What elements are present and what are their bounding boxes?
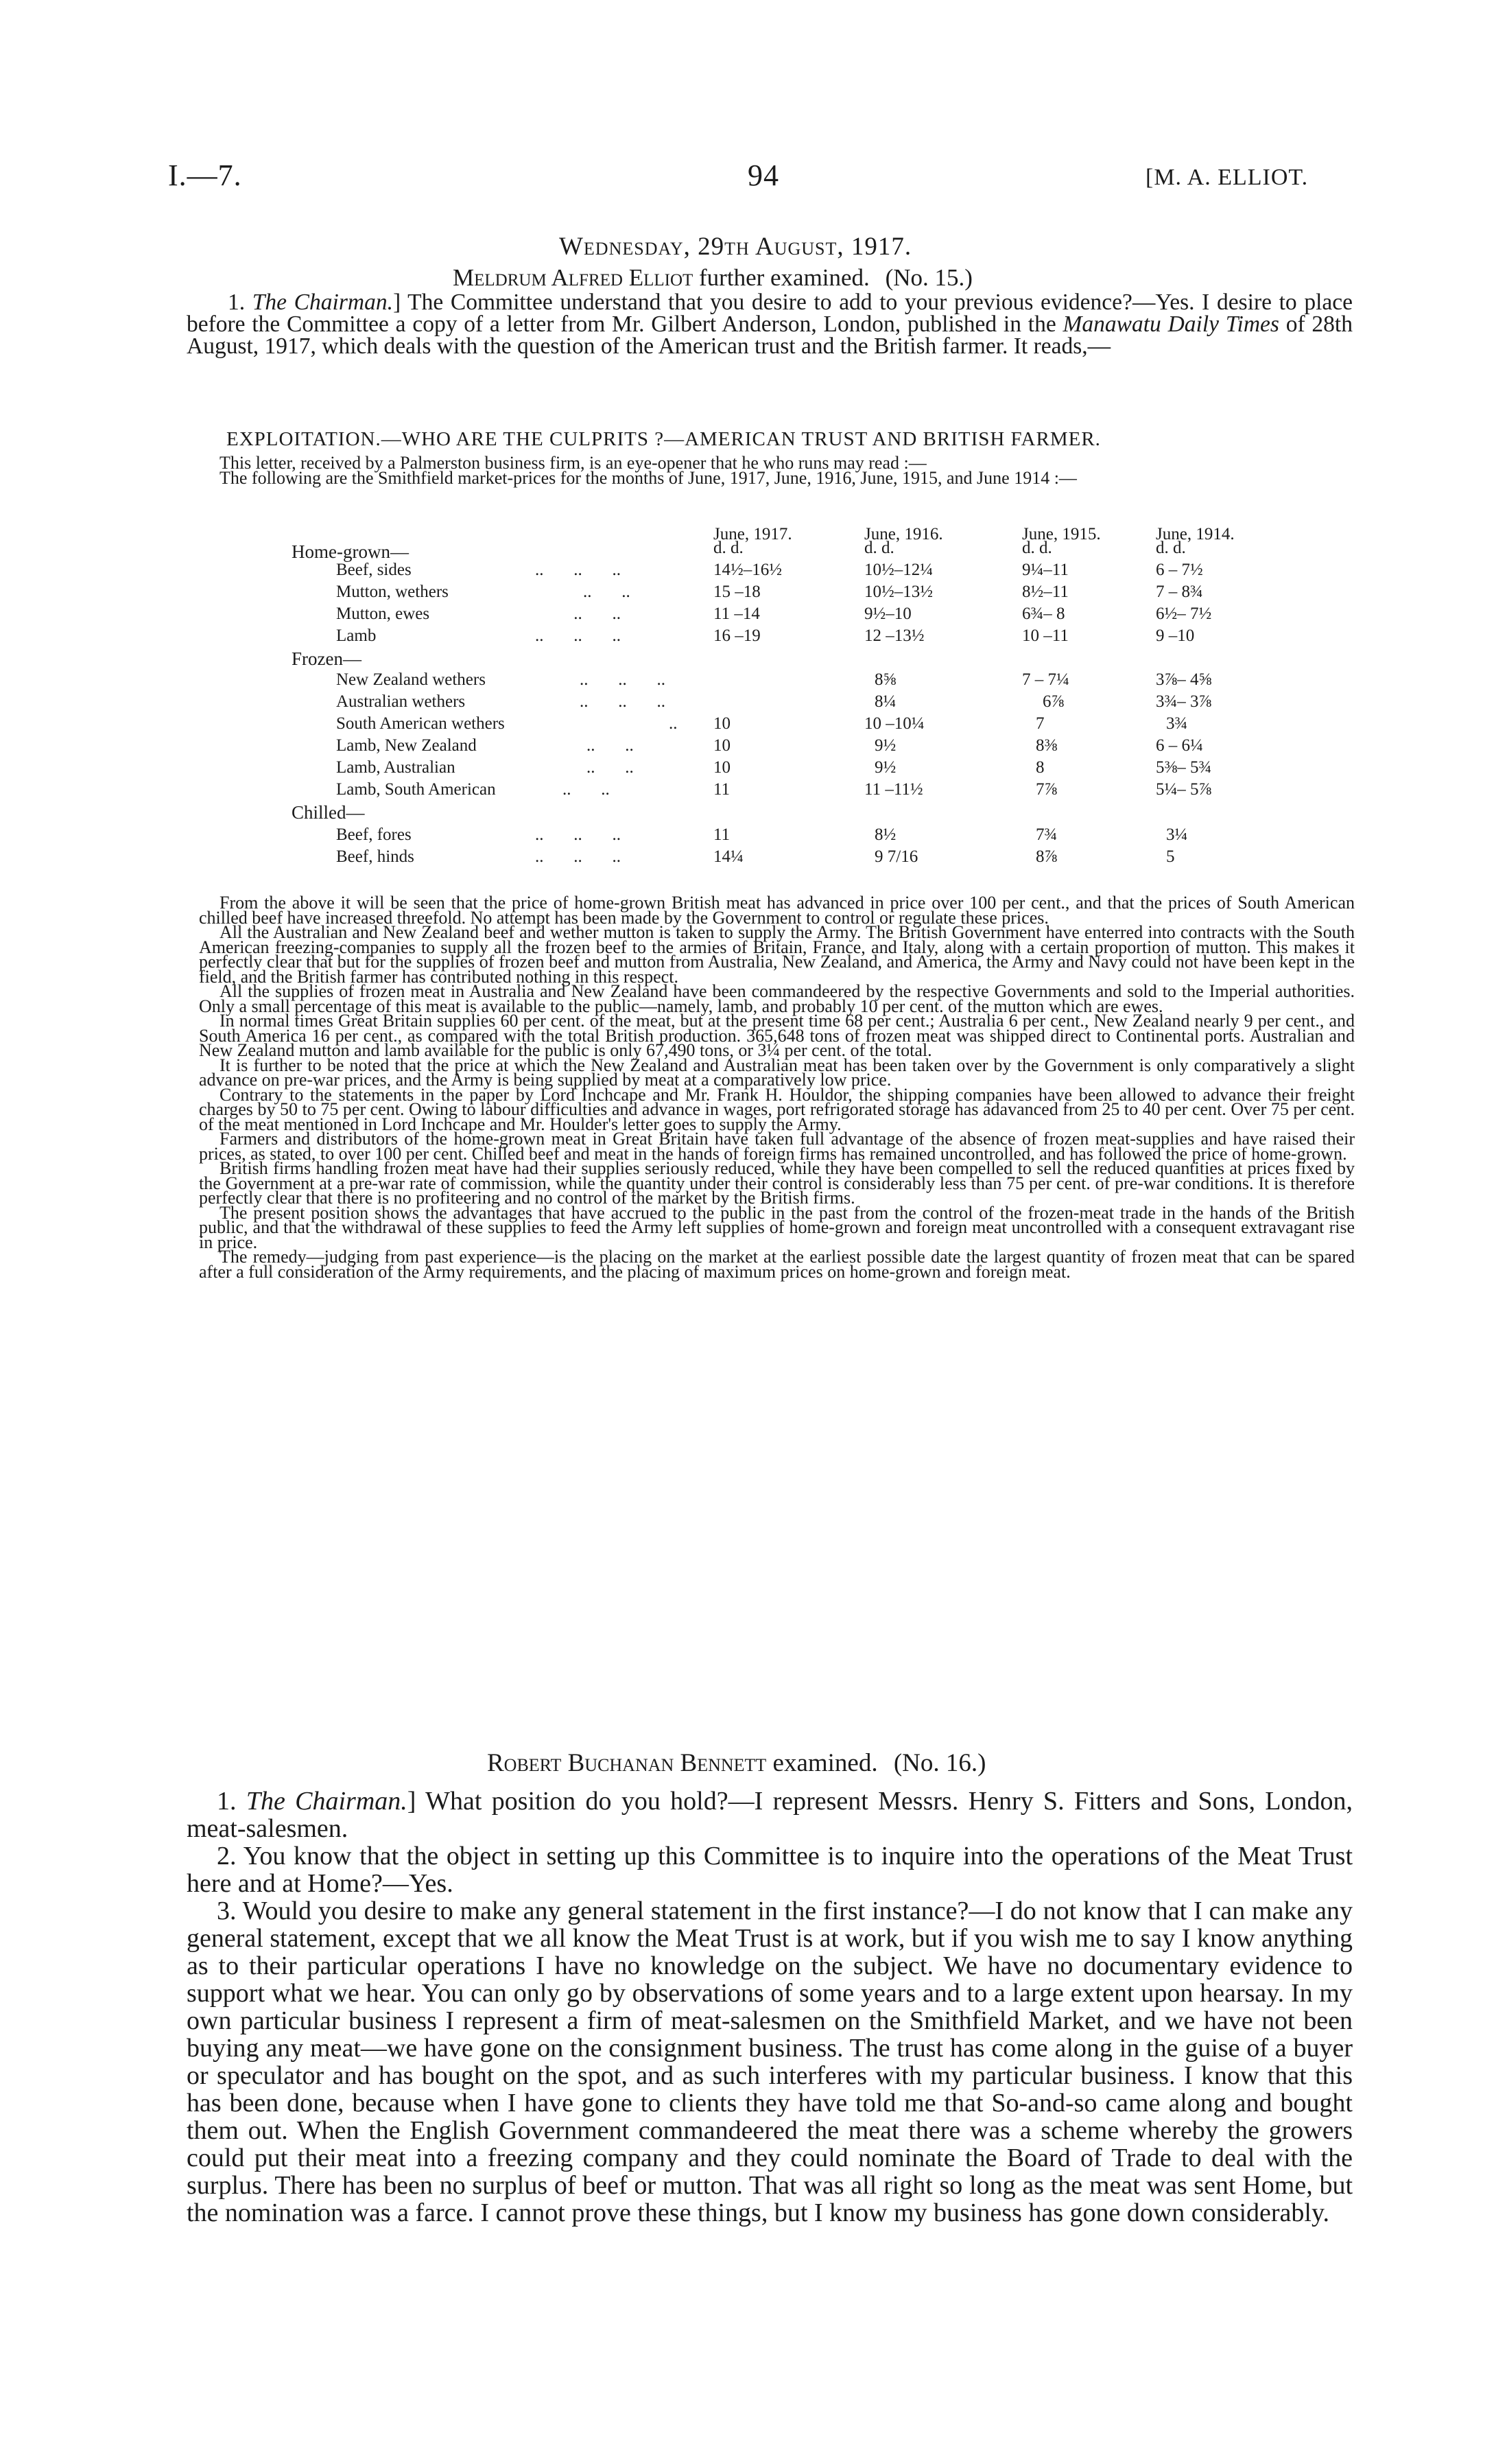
table-row bbox=[274, 692, 1372, 713]
letter-body bbox=[199, 893, 1355, 1282]
question-1-paragraph bbox=[187, 292, 1353, 357]
letter-paragraph: The present position shows the advantages that have accrued to the public in the past from the control of the frozen-meat trade in the hands of the British public, and that the withdrawal of these supplies to feed the Army left supplies of home-grown and foreign meat uncontrolled with a consequent extravagant rise in price. bbox=[199, 1202, 1355, 1252]
leader-dots: .. .. .. bbox=[535, 626, 621, 645]
cell: 7 bbox=[1036, 714, 1045, 733]
question-paragraph bbox=[187, 1897, 1353, 2227]
witness-number: (No. 15.) bbox=[885, 264, 973, 291]
units: d. d. bbox=[864, 539, 894, 557]
question-text: ] The Committee understand that you desire to add to your previous evidence?—Yes. I desire to place before the Committee a copy of a letter from Mr. Gilbert Anderson, London, published in the bbox=[187, 290, 1353, 337]
letter-paragraph: All the Australian and New Zealand beef and wether mutton is taken to supply the Army. The British Government have enterred into contracts with the South American freezing-companies to supply all the frozen beef to the armies of Britain, France, and Italy, along with a certain proportion of mutton. This makes it perfectly clear that but for the supplies of frozen beef and mutton from Australia, New Zealand, and America, the Army and Navy could not have been kept in the field, and the British farmer has contributed nothing in this respect. bbox=[199, 922, 1355, 987]
cell: 11 –14 bbox=[713, 605, 760, 623]
witness-name: Meldrum Alfred Elliot bbox=[453, 264, 693, 291]
section-frozen: Frozen— bbox=[292, 648, 361, 669]
witness-heading-16 bbox=[487, 1748, 986, 1778]
leader-dots: .. .. bbox=[562, 780, 610, 799]
cell: 7¾ bbox=[1036, 825, 1058, 844]
row-label: Beef, fores bbox=[336, 825, 412, 844]
table-row bbox=[274, 736, 1372, 757]
cell: 3¼ bbox=[1166, 825, 1188, 844]
cell: 8⅞ bbox=[1036, 847, 1058, 866]
cell: 11 bbox=[713, 780, 731, 799]
cell: 9½–10 bbox=[864, 605, 912, 623]
row-label: Mutton, wethers bbox=[336, 583, 449, 601]
table-row bbox=[274, 847, 1372, 868]
question-text-2: of 28th August, 1917, which deals with the question of the American trust and the British farmer. It reads,— bbox=[187, 312, 1353, 359]
cell: 6½– 7½ bbox=[1156, 605, 1212, 623]
page-number: 94 bbox=[748, 159, 779, 192]
col-1917: June, 1917. bbox=[713, 525, 792, 543]
question-number: 1. bbox=[217, 1787, 237, 1816]
letter-intro-2: The following are the Smithfield market-prices for the months of June, 1917, June, 1916, June, 1915, and June 1914 :— bbox=[219, 467, 1077, 488]
letter-intro-1: This letter, received by a Palmerston business firm, is an eye-opener that he who runs may read :— bbox=[219, 453, 927, 473]
table-row bbox=[274, 780, 1372, 801]
cell: 5⅜– 5¾ bbox=[1156, 758, 1212, 777]
cell: 10 –11 bbox=[1022, 626, 1069, 645]
cell: 9¼–11 bbox=[1022, 561, 1069, 579]
cell: 10 bbox=[713, 758, 731, 777]
witness-rest: further examined. bbox=[699, 264, 870, 291]
cell: 3¾ bbox=[1166, 714, 1188, 733]
cell: 6¾– 8 bbox=[1022, 605, 1065, 623]
witness-name: Robert Buchanan Bennett bbox=[487, 1749, 767, 1777]
leader-dots: .. bbox=[669, 714, 678, 733]
cell: 9 7/16 bbox=[875, 847, 918, 866]
cell: 9½ bbox=[875, 736, 897, 755]
cell: 5¼– 5⅞ bbox=[1156, 780, 1212, 799]
letter-paragraph: All the supplies of frozen meat in Australia and New Zealand have been commandeered by the respective Governments and sold to the Imperial authorities. Only a small percentage of this meat is available to the public—namely, lamb, and probably 10 per cent. of the mutton which are ewes. bbox=[199, 981, 1355, 1016]
cell: 8¼ bbox=[875, 692, 897, 711]
col-1914: June, 1914. bbox=[1156, 525, 1235, 543]
cell: 15 –18 bbox=[713, 583, 761, 601]
leader-dots: .. .. .. bbox=[580, 692, 665, 711]
col-1916: June, 1916. bbox=[864, 525, 943, 543]
page-ref: I.—7. bbox=[168, 159, 242, 192]
cell: 8 bbox=[1036, 758, 1045, 777]
cell: 7 – 8¾ bbox=[1156, 583, 1203, 601]
table-row bbox=[274, 714, 1372, 735]
row-label: New Zealand wethers bbox=[336, 670, 486, 689]
witness-ref: [M. A. ELLIOT. bbox=[1146, 165, 1309, 190]
cell: 6 – 6¼ bbox=[1156, 736, 1203, 755]
question-number: 1. bbox=[228, 290, 246, 315]
table-units-row bbox=[274, 539, 1372, 562]
section-home-grown: Home-grown— bbox=[292, 541, 409, 562]
cell: 14½–16½ bbox=[713, 561, 782, 579]
cell: 3¾– 3⅞ bbox=[1156, 692, 1212, 711]
witness-heading-15 bbox=[453, 264, 973, 292]
table-row bbox=[274, 583, 1372, 603]
letter-intro bbox=[199, 453, 1355, 488]
table-row bbox=[274, 825, 1372, 846]
newspaper-name: Manawatu Daily Times bbox=[1063, 312, 1279, 337]
cell: 10½–13½ bbox=[864, 583, 933, 601]
speaker: The Chairman. bbox=[246, 1787, 407, 1816]
table-row bbox=[274, 758, 1372, 779]
letter-paragraph: Contrary to the statements in the paper by Lord Inchcape and Mr. Frank H. Houldor, the shipping companies have been allowed to advance their freight charges by 50 to 75 per cent. Owing to labour difficulties and advance in wages, port refrigorated storage has adavanced from 25 to 40 per cent. Over 75 per cent. of the meat mentioned in Lord Inchcape and Mr. Houlder's letter goes to supply the Army. bbox=[199, 1084, 1355, 1134]
cell: 10 –10¼ bbox=[864, 714, 925, 733]
cell: 9½ bbox=[875, 758, 897, 777]
letter-title: EXPLOITATION.—WHO ARE THE CULPRITS ?—AMERICAN TRUST AND BRITISH FARMER. bbox=[226, 428, 1101, 450]
letter-paragraph: British firms handling frozen meat have had their supplies seriously reduced, while they have been compelled to sell the reduced quantities at prices fixed by the Government at a pre-war rate of commission, while the quantity under their control is considerably less than 75 per cent. of pre-war conditions. It is therefore perfectly clear that there is no profiteering and no control of the market by the British firms. bbox=[199, 1158, 1355, 1208]
cell: 11 bbox=[713, 825, 731, 844]
section-chilled: Chilled— bbox=[292, 802, 365, 823]
letter-paragraph: Farmers and distributors of the home-grown meat in Great Britain have taken full advantage of the absence of frozen meat-supplies and have raised their prices, as stated, to over 100 per cent. Chilled beef and meat in the hands of foreign firms has remained uncontrolled, and has followed the price of home-grown. bbox=[199, 1129, 1355, 1164]
section-row bbox=[274, 648, 1372, 669]
cell: 14¼ bbox=[713, 847, 744, 866]
cell: 3⅞– 4⅝ bbox=[1156, 670, 1212, 689]
leader-dots: .. .. .. bbox=[580, 670, 665, 689]
row-label: Mutton, ewes bbox=[336, 605, 430, 623]
letter-paragraph: In normal times Great Britain supplies 60 per cent. of the meat, but at the present time 68 per cent.; Australia 6 per cent., New Zealand nearly 9 per cent., and South America 16 per cent., as compared with the total British production. 365,648 tons of frozen meat was shipped direct to Continental ports. Australian and New Zealand mutton and lamb available for the public is only 67,490 tons, or 3¼ per cent. of the total. bbox=[199, 1011, 1355, 1060]
cell: 11 –11½ bbox=[864, 780, 923, 799]
units: d. d. bbox=[1022, 539, 1052, 557]
question-number: 2. bbox=[217, 1842, 237, 1870]
cell: 6⅞ bbox=[1043, 692, 1065, 711]
cell: 10½–12¼ bbox=[864, 561, 933, 579]
cell: 16 –19 bbox=[713, 626, 761, 645]
leader-dots: .. .. bbox=[586, 758, 634, 777]
table-row bbox=[274, 670, 1372, 691]
cell: 8½–11 bbox=[1022, 583, 1069, 601]
table-row bbox=[274, 561, 1372, 581]
units: d. d. bbox=[1156, 539, 1186, 557]
table-row bbox=[274, 626, 1372, 647]
question-paragraph bbox=[187, 1842, 1353, 1897]
row-label: Lamb, Australian bbox=[336, 758, 455, 777]
cell: 5 bbox=[1166, 847, 1175, 866]
leader-dots: .. .. bbox=[586, 736, 634, 755]
letter-paragraph: From the above it will be seen that the price of home-grown British meat has advanced in price over 100 per cent., and that the prices of South American chilled beef have increased threefold. No attempt has been made by the Government to control or regulate these prices. bbox=[199, 893, 1355, 928]
cell: 10 bbox=[713, 736, 731, 755]
cell: 7⅞ bbox=[1036, 780, 1058, 799]
cell: 12 –13½ bbox=[864, 626, 925, 645]
col-1915: June, 1915. bbox=[1022, 525, 1101, 543]
section-row bbox=[274, 802, 1372, 823]
question-text: You know that the object in setting up this Committee is to inquire into the operations of the Meat Trust here and at Home?—Yes. bbox=[187, 1842, 1353, 1898]
cell: 8½ bbox=[875, 825, 897, 844]
table-row bbox=[274, 605, 1372, 625]
question-text: ] What position do you hold?—I represent Messrs. Henry S. Fitters and Sons, London, meat-salesmen. bbox=[187, 1787, 1353, 1843]
leader-dots: .. .. bbox=[535, 605, 621, 623]
question-paragraph bbox=[187, 1787, 1353, 1842]
cell: 9 –10 bbox=[1156, 626, 1195, 645]
cell: 8⅜ bbox=[1036, 736, 1058, 755]
units: d. d. bbox=[713, 539, 744, 557]
question-number: 3. bbox=[217, 1897, 237, 1925]
cell: 8⅝ bbox=[875, 670, 897, 689]
question-text: Would you desire to make any general statement in the first instance?—I do not know that I can make any general statement, except that we all know the Meat Trust is at work, but if you wish me to say I know anything as to their particular operations I have no knowledge on the subject. We have no documentary evidence to support what we hear. You can only go by observations of some years and to a large extent upon hearsay. In my own particular business I represent a firm of meat-salesmen on the Smithfield Market, and we have not been buying any meat—we have gone on the consignment business. The trust has come along in the guise of a buyer or speculator and has bought on the spot, and as such interferes with my particular business. I know that this has been done, because when I have gone to clients they have told me that So-and-so came along and bought them out. When the English Government commandeered the meat there was a scheme whereby the growers could put their meat into a freezing company and they could nominate the Board of Trade to deal with the surplus. There has been no surplus of beef or mutton. That was all right so long as the meat was sent Home, but the nomination was a farce. I cannot prove these things, but I know my business has gone down considerably. bbox=[187, 1897, 1353, 2227]
leader-dots: .. .. .. bbox=[535, 825, 621, 844]
row-label: Lamb bbox=[336, 626, 377, 645]
witness-rest: examined. bbox=[772, 1749, 878, 1777]
row-label: South American wethers bbox=[336, 714, 505, 733]
row-label: Lamb, New Zealand bbox=[336, 736, 477, 755]
date-line: Wednesday, 29th August, 1917. bbox=[559, 233, 912, 261]
letter-paragraph: It is further to be noted that the price at which the New Zealand and Australian meat has been taken over by the Government is only comparatively a slight advance on pre-war prices, and the Army is being supplied by meat at a comparatively low price. bbox=[199, 1055, 1355, 1090]
letter-paragraph: The remedy—judging from past experience—is the placing on the market at the earliest possible date the largest quantity of frozen meat that can be spared after a full consideration of the Army requirements, and the placing of maximum prices on home-grown and foreign meat. bbox=[199, 1247, 1355, 1282]
row-label: Lamb, South American bbox=[336, 780, 496, 799]
row-label: Beef, sides bbox=[336, 561, 412, 579]
witness-16-questions bbox=[187, 1787, 1353, 2227]
leader-dots: .. .. bbox=[583, 583, 630, 601]
cell: 10 bbox=[713, 714, 731, 733]
speaker: The Chairman. bbox=[252, 290, 393, 315]
leader-dots: .. .. .. bbox=[535, 561, 621, 579]
cell: 6 – 7½ bbox=[1156, 561, 1203, 579]
leader-dots: .. .. .. bbox=[535, 847, 621, 866]
cell: 7 – 7¼ bbox=[1022, 670, 1069, 689]
row-label: Australian wethers bbox=[336, 692, 466, 711]
witness-number: (No. 16.) bbox=[893, 1749, 986, 1777]
row-label: Beef, hinds bbox=[336, 847, 414, 866]
